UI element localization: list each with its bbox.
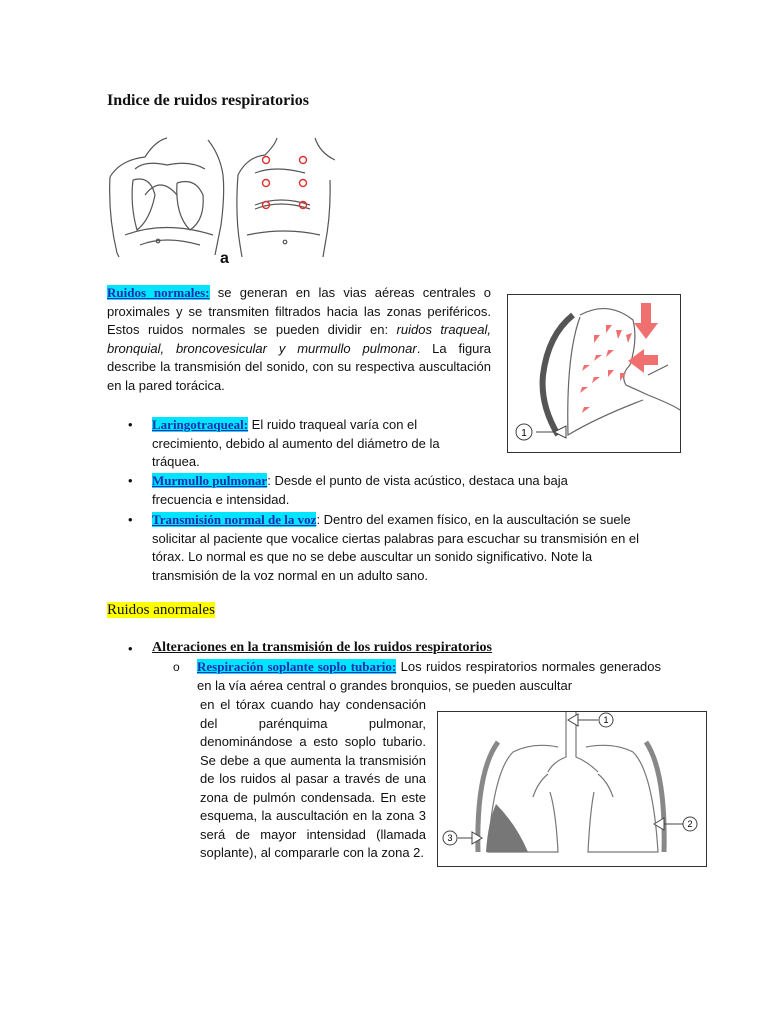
anormales-heading: Ruidos anormales (107, 602, 215, 618)
marker-1b: 1 (603, 715, 609, 725)
lung-figure-1 (507, 294, 681, 453)
marker-1: 1 (521, 428, 527, 439)
bullet-laringotraqueal: Laringotraqueal: El ruido traqueal varía con el crecimiento, debido al aumento del diámetro de la tráquea. (152, 417, 440, 469)
bullet-murmullo: Murmullo pulmonar: Desde el punto de vista acústico, destaca una baja frecuencia e intensidad. (152, 473, 568, 507)
bullet-dot: • (128, 512, 133, 527)
soplante-paragraph-cont: en el tórax cuando hay condensación del parénquima pulmonar, denominándose a esto soplo tubario. Se debe a que aumenta la transmisión de los ruidos al pasar a través de una zona de pulmón condensada. En este esquema, la auscultación en la zona 3 será de mayor intensidad (llamada soplante), al compararle con la zona 2. (200, 697, 426, 860)
soplante-paragraph-top: Respiración soplante soplo tubario: Los ruidos respiratorios normales generados en la vía aérea central o grandes bronquios, se pueden auscultar (197, 659, 662, 693)
marker-2: 2 (687, 819, 693, 829)
marker-3: 3 (447, 833, 453, 843)
bullet-transmision: Transmisión normal de la voz: Dentro del examen físico, en la auscultación se suele solicitar al paciente que vocalice ciertas palabras para escuchar su transmisión en el tórax. Lo normal es que no se debe auscultar un sonido significativo. Note la transmisión de la voz normal en un adulto sano. (152, 512, 640, 583)
bullet-dot: • (128, 417, 133, 432)
normales-label: Ruidos normales: (107, 285, 210, 300)
normales-paragraph: Ruidos normales: se generan en las vias aéreas centrales o proximales y se transmiten filtrados hacia las zonas periféricos. Estos ruidos normales se pueden dividir en: ruidos traqueal, bronquial, broncovesicular y murmullo pulmonar. La figura describe la transmisión del sonido, con su respectiva auscultación en la pared torácica. (107, 285, 491, 393)
lung-figure-2 (437, 711, 707, 867)
sub-bullet-o: o (173, 660, 180, 674)
figure-label-a: a (220, 250, 229, 267)
bullet-dot: • (128, 473, 133, 488)
alteraciones-heading: Alteraciones en la transmisión de los ruidos respiratorios (152, 640, 493, 655)
bullet-dot: • (128, 641, 133, 656)
page-title: Indice de ruidos respiratorios (107, 92, 309, 109)
